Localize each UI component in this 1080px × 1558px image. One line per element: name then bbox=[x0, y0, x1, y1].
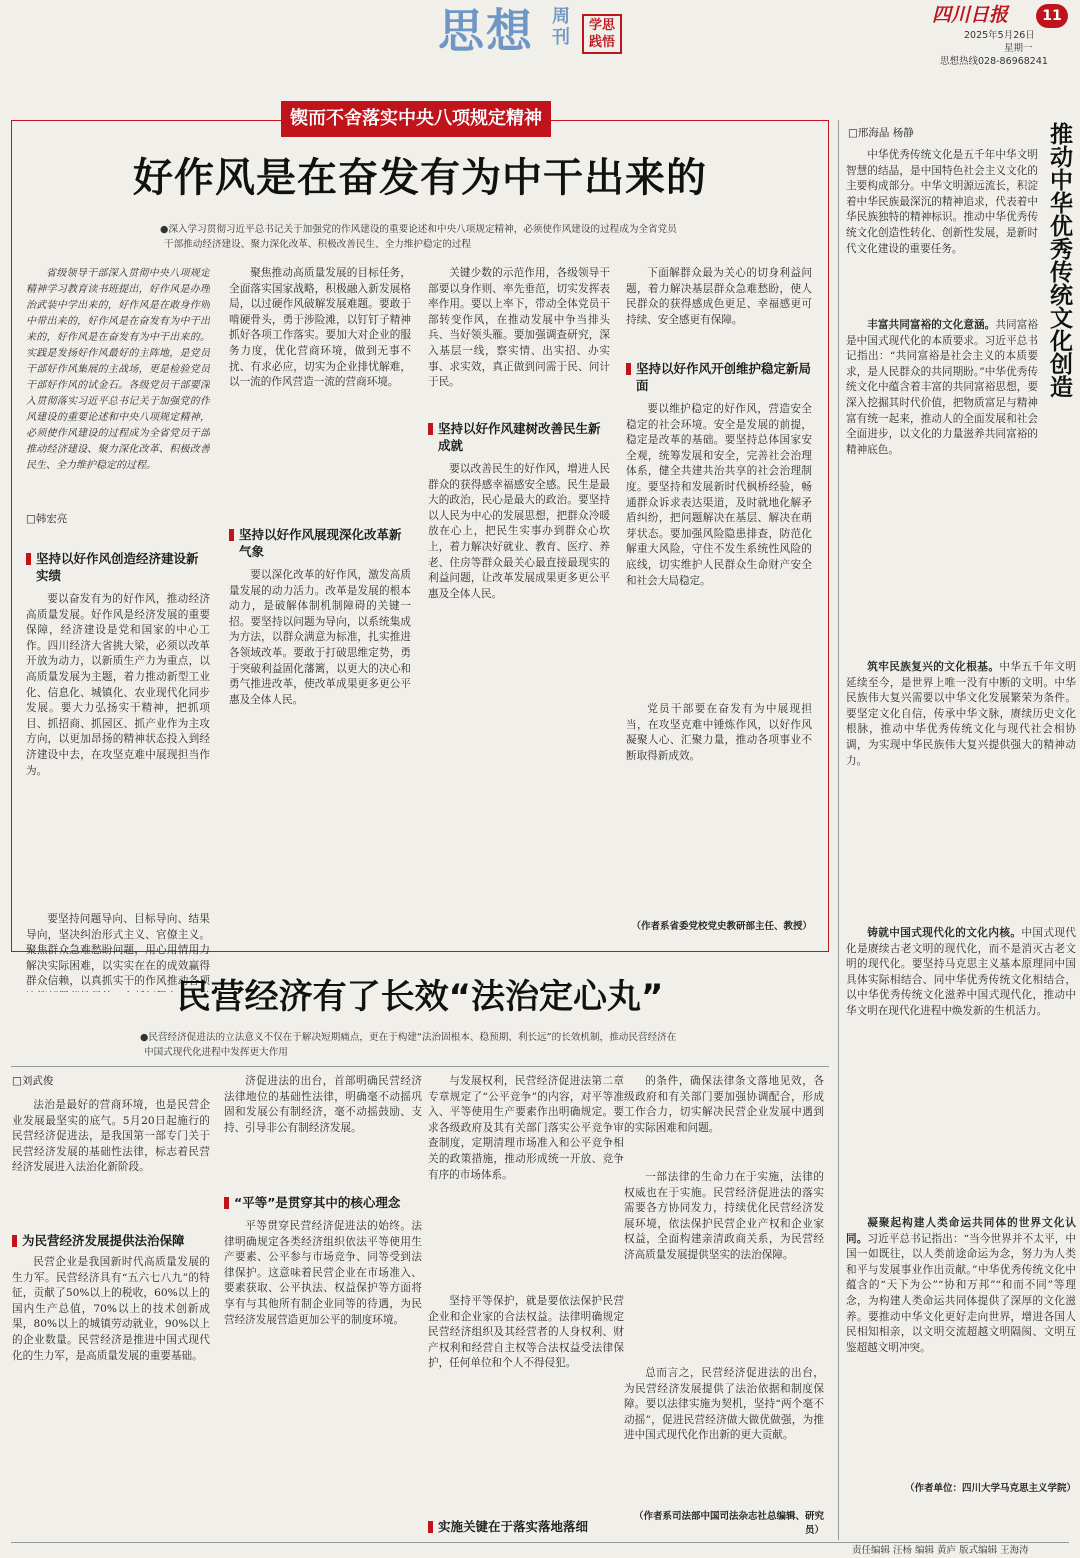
article3-authors: □邢海晶 杨静 bbox=[848, 127, 914, 139]
article1-c2-text: 聚焦推动高质量发展的目标任务，全面落实国家战略，积极融入新发展格局，以过硬作风破解发展难题。要敢于啃硬骨头，勇于涉险滩，以钉钉子精神抓好各项工作落实。要加大对企业的服务力度，优化营商环境，做到无事不扰、有求必应，切实为企业排忧解难，以一流的作风营造一流的营商环境。 bbox=[229, 267, 411, 389]
article3-p2 bbox=[846, 660, 1076, 926]
article2-c4-text2: 一部法律的生命力在于实施，法律的权威也在于实施。民营经济促进法的落实需要各方协同发力，持续优化民营经济发展环境，依法保护民营企业产权和企业家权益，全面构建亲清政商关系，为民营经济高质量发展提供坚实的法治保障。 bbox=[624, 1171, 824, 1261]
article2-c4-text3: 总而言之，民营经济促进法的出台，为民营经济发展提供了法治依据和制度保障。要以法律实施为契机，坚持“两个毫不动摇”，促进民营经济做大做优做强，为推进中国式现代化作出新的更大贡献。 bbox=[624, 1367, 824, 1442]
page-number-badge bbox=[1036, 4, 1068, 28]
article1-column-4 bbox=[626, 266, 812, 934]
article1-c3-text2: 要以改善民生的好作风，增进人民群众的获得感幸福感安全感。民生是最大的政治，民心是最大的政治。要坚持以人民为中心的发展思想，把群众冷暖放在心上，把民生实事办到群众心坎上，着力解决好就业、教育、医疗、养老、住房等群众最关心最直接最现实的利益问题，让改革发展成果更多更公平惠及全体人民。 bbox=[428, 463, 610, 600]
article3-title: 推动中华优秀传统文化创造 bbox=[1046, 122, 1072, 398]
article1-c4-text3: 党员干部要在奋发有为中展现担当，在攻坚克难中锤炼作风，以好作风凝聚人心、汇聚力量，推动各项事业不断取得新成效。 bbox=[626, 703, 812, 762]
article1-c1-text: 要以奋发有为的好作风，推动经济高质量发展。好作风是经济发展的重要保障，经济建设是党和国家的中心工作。四川经济大省挑大梁，必须以改革开放为动力，以新质生产力为重点，以高质量发展为主题，着力推动新型工业化、信息化、城镇化、农业现代化同步发展。要大力弘扬实干精神，把抓项目、抓招商、抓园区、抓产业作为主攻方向，以更加昂扬的精神状态投入到经济建设中去，在攻坚克难中展现担当作为。 bbox=[26, 593, 210, 777]
article2-c2-text2: 平等贯穿民营经济促进法的始终。法律明确规定各类经济组织依法平等使用生产要素、公平参与市场竞争、同等受到法律保护。这意味着民营企业在市场准入、要素获取、公平执法、权益保护等方面将享有与其他所有制企业同等的待遇，为民营经济发展营造更加公平的制度环境。 bbox=[224, 1220, 422, 1326]
masthead bbox=[0, 0, 1080, 70]
article2-column-3 bbox=[428, 1074, 624, 1535]
kicker-text: 锲而不舍落实中央八项规定精神 bbox=[290, 108, 542, 129]
article2-c2-text: 济促进法的出台，首部明确民营经济法律地位的基础性法律，明确毫不动摇巩固和发展公有制经济，毫不动摇鼓励、支持、引导非公有制经济发展。 bbox=[224, 1075, 422, 1134]
article3-p2-title: 筑牢民族复兴的文化根基。 bbox=[867, 661, 1000, 673]
article3-p3 bbox=[846, 926, 1076, 1216]
article2-subhead-3: 实施关键在于落实落地落细 bbox=[428, 1518, 624, 1535]
weekly-label: 周刊 bbox=[552, 6, 570, 48]
article2-c1-text2: 民营企业是我国新时代高质量发展的生力军。民营经济具有“五六七八九”的特征，贡献了50%以上的税收，60%以上的国内生产总值，70%以上的技术创新成果，80%以上的城镇劳动就业，90%以上的企业数量。民营经济是推进中国式现代化的生力军，是高质量发展的重要基础。 bbox=[12, 1256, 210, 1362]
article3-p1 bbox=[846, 318, 1038, 618]
article2-column-2 bbox=[224, 1074, 422, 1549]
article1-c4-text2: 要以维护稳定的好作风，营造安全稳定的社会环境。安全是发展的前提，稳定是改革的基础。要坚持总体国家安全观，统筹发展和安全，完善社会治理体系，健全共建共治共享的社会治理制度。要坚持和发展新时代枫桥经验，畅通群众诉求表达渠道，及时就地化解矛盾纠纷，把问题解决在基层、解决在萌芽状态。要加强风险隐患排查，防范化解重大风险，守住不发生系统性风险的底线，切实维护人民群众生命财产安全和社会大局稳定。 bbox=[626, 403, 812, 587]
article2-c4-text: 的条件，确保法律条文落地见效，各级政府和有关部门要加强协调配合，形成工作合力，切实解决民营企业发展中遇到的实际困难和问题。 bbox=[624, 1075, 824, 1134]
article3-p4 bbox=[846, 1216, 1076, 1478]
article1-c1-text2: 要坚持问题导向、目标导向、结果导向，坚决纠治形式主义、官僚主义。聚焦群众急难愁盼问题，用心用情用力解决实际困难，以实实在在的成效赢得群众信赖，以真抓实干的作风推动各项 bbox=[26, 913, 210, 988]
article1-c3-text: 关键少数的示范作用，各级领导干部要以身作则、率先垂范，切实发挥表率作用。要以上率下，带动全体党员干部转变作风，在推动发展中争当排头兵、当好领头雁。要加强调查研究，深入基层一线，察实情、出实招、办实事、求实效，真正做到问需于民、问计于民。 bbox=[428, 267, 610, 389]
subtitle-line-2: 干部推动经济建设、聚力深化改革、积极改善民生、全力维护稳定的过程 bbox=[164, 239, 471, 250]
article1-column-2 bbox=[229, 266, 411, 960]
article2-column-1 bbox=[12, 1074, 210, 1558]
article1-column-3 bbox=[428, 266, 610, 956]
article1-author: □韩宏亮 bbox=[26, 513, 68, 525]
article1-c4-text: 下面解群众最为关心的切身利益问题，着力解决基层群众急难愁盼，使人民群众的获得感成色更足、幸福感更可持续、安全感更有保障。 bbox=[626, 267, 812, 326]
article1-subhead-2: 坚持以好作风展现深化改革新气象 bbox=[229, 526, 411, 560]
article3-author-note: （作者单位：四川大学马克思主义学院） bbox=[904, 1483, 1076, 1494]
section-title: 思想 bbox=[438, 4, 534, 58]
paper-logo: 四川日报 bbox=[932, 4, 1009, 26]
article3-p1-text: 共同富裕是中国式现代化的本质要求。习近平总书记指出：“共同富裕是社会主义的本质要求，是人民群众的共同期盼。”中华优秀传统文化中蕴含着丰富的共同富裕思想，要深入挖掘其时代价值，把物质富足与精神富有统一起来，推动人的全面发展和社会全面进步，以文化的力量滋养共同富裕的精神底色。 bbox=[846, 319, 1038, 456]
article2-top-rule bbox=[11, 1066, 829, 1067]
article1-subhead-1: 坚持以好作风创造经济建设新实绩 bbox=[26, 550, 210, 584]
article1-kicker bbox=[281, 101, 551, 137]
article1-title: 好作风是在奋发有为中干出来的 bbox=[133, 155, 707, 201]
issue-date: 2025年5月26日 bbox=[964, 30, 1035, 41]
article2-column-4 bbox=[624, 1074, 824, 1538]
article3-intro: 中华优秀传统文化是五千年中华文明智慧的结晶，是中国特色社会主义文化的主要构成部分。中华文明源远流长，积淀着中华民族最深沉的精神追求，代表着中华民族独特的精神标识。推动中华优秀传统文化创造性转化、创新性发展，是新时代文化建设的重要任务。 bbox=[846, 149, 1038, 255]
article2-subhead-1: 为民营经济发展提供法治保障 bbox=[12, 1232, 210, 1249]
issue-weekday: 星期一 bbox=[1004, 43, 1033, 54]
article2-c1-text: 法治是最好的营商环境，也是民营企业发展最坚实的底气。5月20日起施行的民营经济促进法，是我国第一部专门关于民营经济发展的基础性法律，标志着民营经济发展进入法治化新阶段。 bbox=[12, 1099, 210, 1174]
article3-body-2 bbox=[846, 660, 1076, 1496]
seal-stamp: 学思践悟 bbox=[582, 14, 622, 54]
page-number: 11 bbox=[1042, 8, 1062, 24]
subtitle-line-1: ●深入学习贯彻习近平总书记关于加强党的作风建设的重要论述和中央八项规定精神，必须使作风建设的过程成为全省党员 bbox=[160, 224, 677, 235]
article3-p1-title: 丰富共同富裕的文化意涵。 bbox=[867, 319, 996, 331]
article1-subhead-4: 坚持以好作风开创维护稳定新局面 bbox=[626, 360, 812, 394]
article1-c2-text2: 要以深化改革的好作风，激发高质量发展的动力活力。改革是发展的根本动力，是破解体制机制障碍的关键一招。要坚持以问题为导向，以系统集成为方法，以群众满意为标准，扎实推进各领域改革。要敢于打破思维定势，勇于突破利益固化藩篱，以更大的决心和勇气推进改革，使改革成果更多更公平惠及全体人民。 bbox=[229, 569, 411, 706]
article3-body bbox=[846, 148, 1038, 618]
article3-p3-title: 铸就中国式现代化的文化内核。 bbox=[867, 927, 1022, 939]
article3-p2-text: 中华五千年文明延续至今，是世界上唯一没有中断的文明。中华民族伟大复兴需要以中华文化发展繁荣为条件。要坚定文化自信，传承中华文脉，赓续历史文化根脉，推动中华优秀传统文化与现代社会相协调，为实现中华民族伟大复兴提供强大的精神动力。 bbox=[846, 661, 1076, 767]
footer-editors: 责任编辑 汪杨 编辑 黄庐 版式编辑 王海涛 bbox=[852, 1545, 1029, 1556]
article1-summary: 省级领导干部深入贯彻中央八项规定精神学习教育读书班提出，好作风是办理治武装中学出来的，好作风是在敢身作则中带出来的，好作风是在奋发有为中干出来的，好作风是在奋发有为中干出来的。实践是发扬好作风最好的主阵地，是党员干部好作风集展的主战场，更是检验党员干部好作风的试金石。各级党员干部要深入贯彻落实习近平总书记关于加强党的作风建设的重要论述和中央八项规定精神，必须使作风建设的过程成为全省党员干部推动经济建设、聚力深化改革、积极改善民生、全力维护稳定的过程。 bbox=[26, 268, 210, 471]
article2-c3-text2: 坚持平等保护，就是要依法保护民营企业和企业家的合法权益。法律明确规定民营经济组织及其经营者的人身权利、财产权利和经营自主权等合法权益受法律保护，任何单位和个人不得侵犯。 bbox=[428, 1295, 624, 1370]
a2-subtitle-line-2: 中国式现代化进程中发挥更大作用 bbox=[144, 1047, 288, 1058]
article2-c3-text: 与发展权利，民营经济促进法第二章专章规定了“公平竞争”的内容，对平等准入、平等使用生产要素作出明确规定。要求各级政府及其有关部门落实公平竞争审查制度，定期清理市场准入和公平竞争相关的政策措施，推动形成统一开放、竞争有序的市场体系。 bbox=[428, 1075, 624, 1181]
article1-subtitle bbox=[160, 222, 820, 252]
article3-p4-text: 习近平总书记指出：“当今世界并不太平，中国一如既往，以人类前途命运为念，努力为人类和平与发展事业作出贡献。”中华优秀传统文化中蕴含的“天下为公”“协和万邦”“和而不同”等理念，为构建人类命运共同体提供了深厚的文化滋养。要推动中华文化更好走向世界，增进各国人民相知相亲，以文明交流超越文明隔阂、文明互鉴超越文明冲突。 bbox=[846, 1232, 1076, 1354]
article3-p3-text: 中国式现代化是赓续古老文明的现代化，而不是消灭古老文明的现代化。要坚持马克思主义基本原理同中国具体实际相结合、同中华优秀传统文化相结合，以中华优秀传统文化滋养中国式现代化，推动中华文明在现代化进程中焕发新的生机活力。 bbox=[846, 927, 1076, 1017]
article2-title: 民营经济有了长效“法治定心丸” bbox=[176, 977, 664, 1017]
article2-author: □刘武俊 bbox=[12, 1075, 54, 1087]
article3-divider bbox=[838, 120, 839, 1540]
a2-subtitle-line-1: ●民营经济促进法的立法意义不仅在于解决短期痛点，更在于构建“法治固根本、稳预期、利长远”的长效机制，推动民营经济在 bbox=[140, 1032, 677, 1043]
article2-author-note: （作者系司法部中国司法杂志社总编辑、研究员） bbox=[633, 1511, 824, 1536]
footer-rule bbox=[11, 1542, 1069, 1543]
article2-subhead-2: “平等”是贯穿其中的核心理念 bbox=[224, 1194, 422, 1211]
article1-column-1 bbox=[26, 266, 210, 992]
hotline: 思想热线028-86968241 bbox=[940, 56, 1048, 67]
article2-subtitle bbox=[140, 1030, 820, 1060]
article1-subhead-3: 坚持以好作风建树改善民生新成就 bbox=[428, 420, 610, 454]
article3-p4-title: 凝聚起构建人类命运共同体的世界文化认同。 bbox=[846, 1217, 1076, 1245]
article1-author-note: （作者系省委党校党史教研部主任、教授） bbox=[631, 921, 812, 932]
